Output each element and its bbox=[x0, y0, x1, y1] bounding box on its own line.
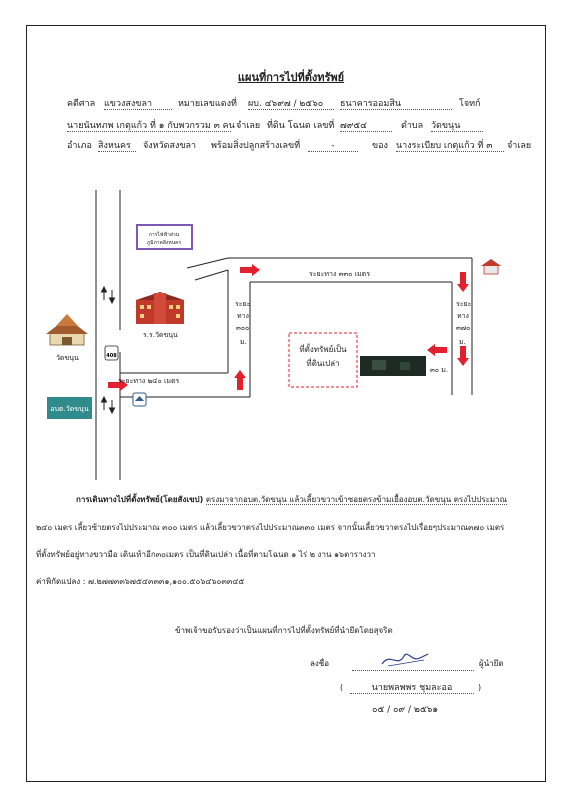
distance-small: ๓๐ ม. bbox=[430, 366, 449, 374]
case-no-label: หมายเลขแดงที่ bbox=[178, 99, 237, 109]
name-open-paren: ( bbox=[340, 683, 344, 692]
building-icon bbox=[133, 393, 146, 406]
temple-label: วัดขนุน bbox=[56, 354, 79, 362]
signer-name: นายพลพพร ชุมละออ bbox=[350, 684, 474, 694]
directions-line-3: ที่ตั้งทรัพย์อยู่ทางขวามือ เดินเท้าอีก๓๐เมตร เป็นที่ดินเปล่า เนื้อที่ตามโฉนด ๑ ไร่ ๒ งาน ๑๖ตารางวา bbox=[36, 550, 376, 559]
property-label-1: ที่ตั้งทรัพย์เป็น bbox=[299, 345, 347, 354]
signature-mark bbox=[380, 648, 430, 670]
directions-line-1: ตรงมาจากอบต.วัดขนุน แล้วเลี้ยวขวาเข้าซอยตรงข้ามเยื้องอบต.วัดขนุน ตรงไปประมาณ bbox=[205, 495, 508, 504]
distance-left-1: ระยะ bbox=[235, 300, 251, 308]
sign-date: ๐๕ / ๐๙ / ๒๕๖๑ bbox=[372, 705, 439, 715]
directions-line-2: ๒๔๐ เมตร เลี้ยวซ้ายตรงไปประมาณ ๓๐๐ เมตร แล้วเลี้ยวขวาตรงไปประมาณ๓๓๐ เมตร จากนั้นเลี้ยวขวาตรงไปเรื่อยๆประมาณ๓๗๐ เมตร bbox=[36, 523, 505, 532]
electricity-office-label-1: การไฟฟ้าส่วน bbox=[148, 232, 180, 238]
distance-right-4: ม. bbox=[459, 338, 466, 346]
owner-suffix: จำเลย bbox=[507, 141, 532, 151]
case-label: คดีศาล bbox=[67, 99, 96, 109]
tambon-office-label: อบต.วัดขนุน bbox=[50, 405, 89, 413]
deed-label: ที่ดิน โฉนด เลขที่ bbox=[267, 121, 335, 131]
distance-bottom: ระยะทาง ๒๔๐ เมตร bbox=[118, 377, 180, 385]
subdistrict-label: ตำบล bbox=[401, 121, 424, 131]
building-label: พร้อมสิ่งปลูกสร้างเลขที่ bbox=[211, 141, 301, 151]
plaintiff-suffix: โจทก์ bbox=[459, 99, 481, 109]
distance-left-4: ม. bbox=[240, 338, 247, 346]
district-label: อำเภอ bbox=[67, 141, 92, 151]
distance-right-3: ๓๗๐ bbox=[456, 324, 471, 332]
route-sign-icon bbox=[105, 346, 118, 360]
owner-label: ของ bbox=[372, 141, 388, 151]
certification-text: ข้าพเจ้าขอรับรองว่าเป็นแผนที่การไปที่ตั้งทรัพย์ที่นำยึดโดยสุจริต bbox=[175, 626, 393, 635]
school-label: ร.ร.วัดขนุน bbox=[143, 331, 178, 339]
directions-heading: การเดินทางไปที่ตั้งทรัพย์(โดยสังเขป) bbox=[76, 495, 204, 504]
subdistrict-value: วัดขนุน bbox=[431, 122, 483, 132]
page-title: แผนที่การไปที่ตั้งทรัพย์ bbox=[237, 71, 345, 84]
electricity-office-label-2: ภูมิภาคสิงหนคร bbox=[146, 240, 182, 246]
school-building-icon bbox=[136, 292, 184, 324]
district-value: สิงหนคร bbox=[98, 142, 136, 152]
deed-no-value: ๗๙๕๔ bbox=[340, 122, 392, 132]
province-value: จังหวัดสงขลา bbox=[143, 141, 197, 151]
distance-right-1: ระยะ bbox=[456, 300, 472, 308]
distance-right-2: ทาง bbox=[457, 312, 469, 320]
temple-icon bbox=[46, 314, 88, 345]
property-label-2: ที่ดินเปล่า bbox=[306, 359, 340, 368]
sign-role: ผู้นำยึด bbox=[479, 659, 504, 668]
directions-coords: ค่าพิกัดแปลง : ๗.๒๗๗๓๓๖๗๕๔๓๓๓๑,๑๐๐.๕๐๖๔๖๐๓๓๔๕ bbox=[36, 577, 245, 586]
defendant-suffix: จำเลย bbox=[236, 121, 261, 131]
distance-left-2: ทาง bbox=[237, 312, 249, 320]
name-close-paren: ) bbox=[478, 683, 482, 692]
sign-label: ลงชื่อ bbox=[310, 659, 330, 668]
house-icon bbox=[481, 259, 501, 274]
building-no-value: - bbox=[308, 142, 358, 152]
distance-left-3: ๓๐๐ bbox=[236, 324, 250, 332]
case-no-value: ผบ. ๔๖๙๗ / ๒๕๖๐ bbox=[248, 100, 334, 110]
plaintiff-value: ธนาคารออมสิน bbox=[340, 100, 452, 110]
distance-top: ระยะทาง ๓๓๐ เมตร bbox=[309, 270, 370, 278]
parcel-satellite-image bbox=[360, 356, 426, 376]
court-value: แขวงสงขลา bbox=[104, 100, 172, 110]
route-number: 408 bbox=[106, 353, 117, 359]
owner-value: นางระเบียบ เกตุแก้ว ที่ ๓ bbox=[396, 142, 504, 152]
defendant-value: นายนันทภพ เกตุแก้ว ที่ ๑ กับพวกรวม ๓ คน bbox=[67, 121, 235, 131]
